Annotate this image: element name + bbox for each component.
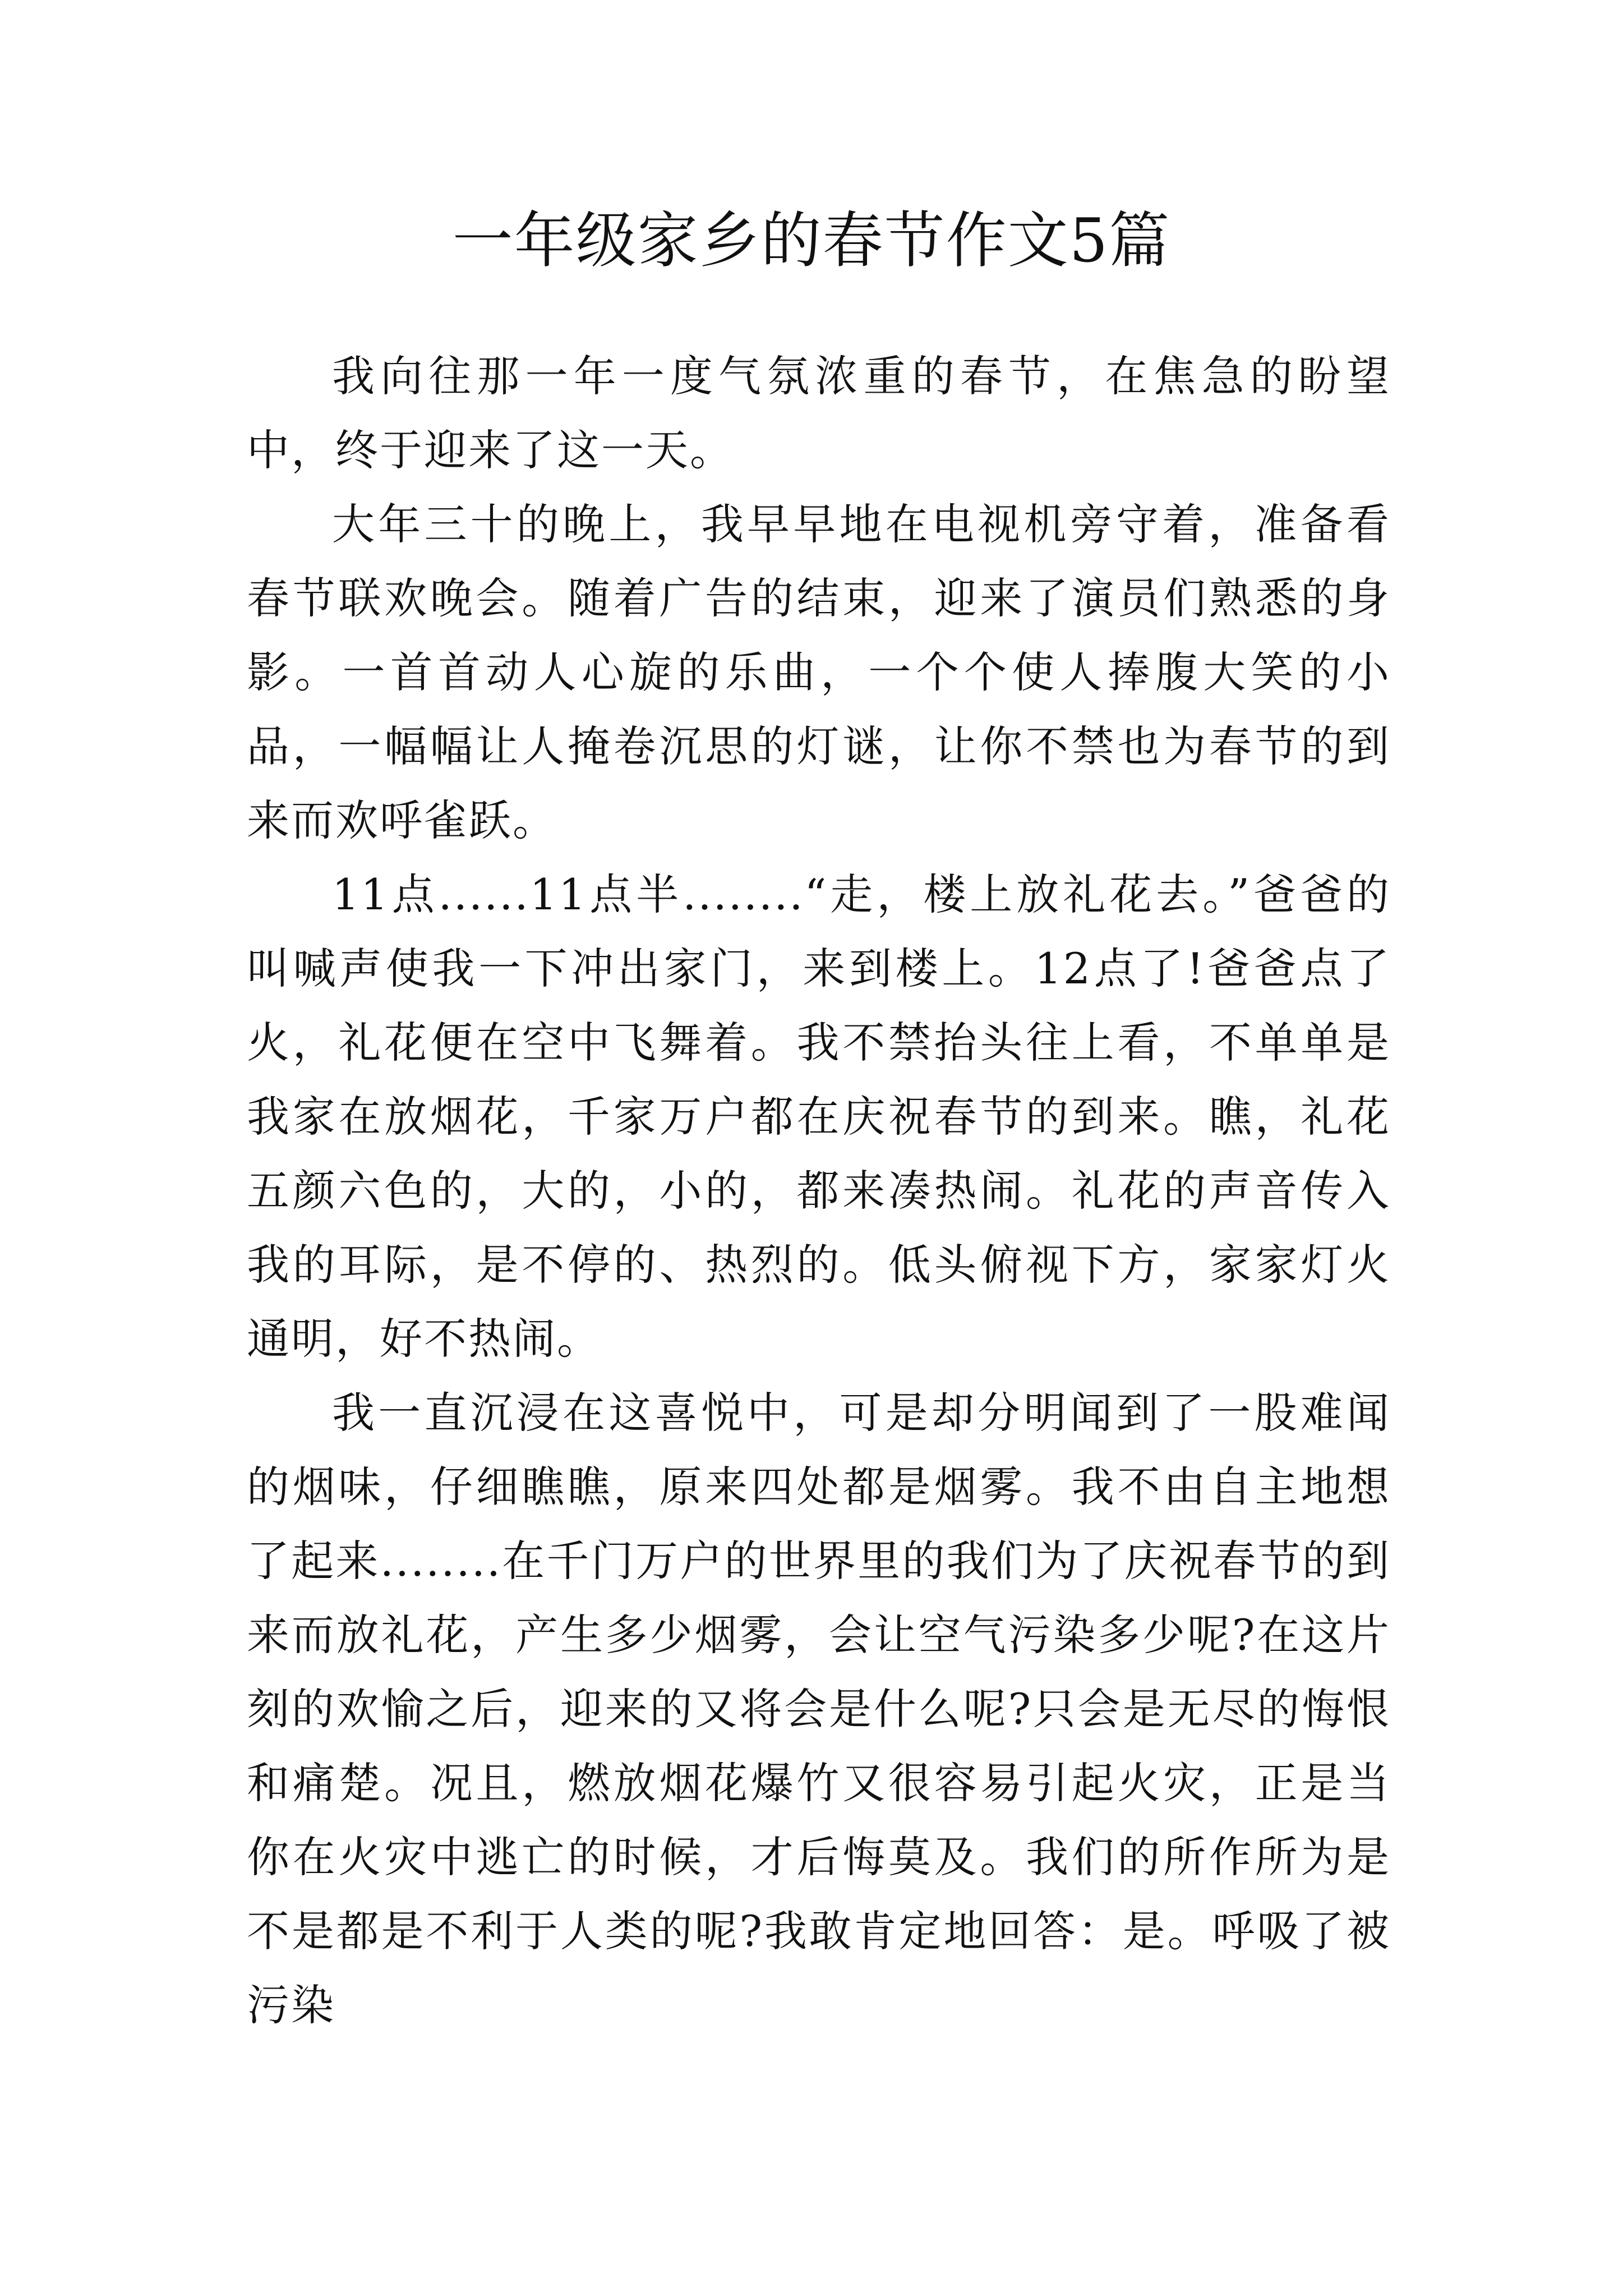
paragraph: 大年三十的晚上，我早早地在电视机旁守着，准备看春节联欢晚会。随着广告的结束，迎来了演员们熟悉的身影。一首首动人心旋的乐曲，一个个使人捧腹大笑的小品，一幅幅让人掩卷沉思的灯谜，让你不禁也为春节的到来而欢呼雀跃。 — [247, 499, 1391, 845]
paragraph: 我一直沉浸在这喜悦中，可是却分明闻到了一股难闻的烟味，仔细瞧瞧，原来四处都是烟雾。我不由自主地想了起来........在千门万户的世界里的我们为了庆祝春节的到来而放礼花，产生多少烟雾，会让空气污染多少呢?在这片刻的欢愉之后，迎来的又将会是什么呢?只会是无尽的悔恨和痛楚。况且，燃放烟花爆竹又很容易引起火灾，正是当你在火灾中逃亡的时候，才后悔莫及。我们的所作所为是不是都是不利于人类的呢?我敢肯定地回答：是。呼吸了被污染 — [247, 1388, 1391, 2030]
document-title: 一年级家乡的春节作文5篇 — [452, 206, 1171, 276]
document-body — [247, 339, 1391, 2042]
paragraph: 11点......11点半........“走，楼上放礼花去。”爸爸的叫喊声使我一下冲出家门，来到楼上。12点了!爸爸点了火，礼花便在空中飞舞着。我不禁抬头往上看，不单单是我家在放烟花，千家万户都在庆祝春节的到来。瞧，礼花五颜六色的，大的，小的，都来凑热闹。礼花的声音传入我的耳际，是不停的、热烈的。低头俯视下方，家家灯火通明，好不热闹。 — [247, 869, 1391, 1364]
paragraph: 我向往那一年一度气氛浓重的春节，在焦急的盼望中，终于迎来了这一天。 — [247, 351, 1391, 475]
